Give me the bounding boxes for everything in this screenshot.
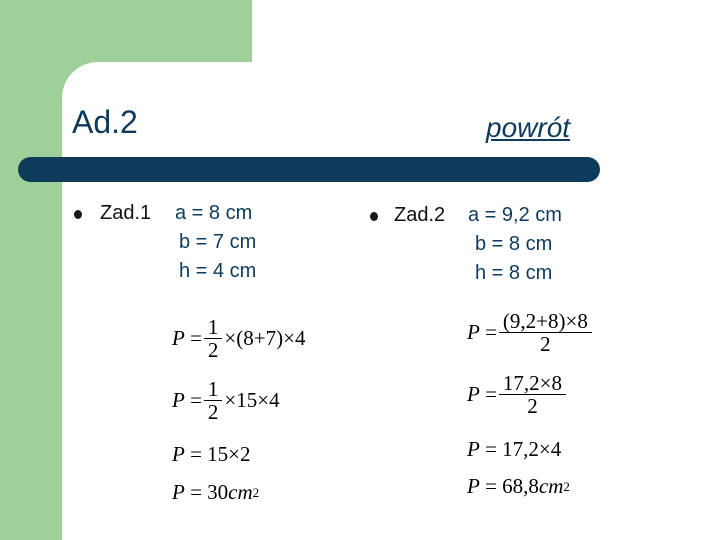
back-link[interactable]: powrót [486, 112, 571, 143]
task1-h: h = 4 cm [179, 260, 257, 282]
task2-formula-2: P = $\frac{17,2\times 8}{2}$ [467, 372, 568, 417]
task2-formula-1: P = $\frac{(9,2+8)\times 8}{2}$ [467, 310, 594, 355]
task2-b: b = 8 cm [475, 233, 553, 255]
slide-panel [62, 62, 720, 540]
task1-formula-1: P = $\frac{1}{2}$ ×(8+7)×4 [172, 315, 306, 362]
task2-formula-4: P = 68,8 cm 2 [467, 474, 570, 498]
bullet-icon [370, 212, 378, 221]
title-divider [18, 157, 600, 182]
slide-title: Ad.2 [72, 104, 138, 140]
task1-formula-2: P = $\frac{1}{2}$ ×15×4 [172, 377, 280, 424]
task2-h: h = 8 cm [475, 262, 553, 284]
task2-a: a = 9,2 cm [468, 204, 562, 226]
task1-formula-4: P = 30 cm 2 [172, 480, 260, 504]
task1-label: Zad.1 [100, 202, 152, 224]
task1-b: b = 7 cm [179, 231, 257, 253]
task1-a: a = 8 cm [175, 202, 253, 224]
task2-formula-3: P = 17,2×4 [467, 437, 562, 461]
bullet-icon [74, 210, 82, 219]
green-side-bar [0, 0, 62, 540]
task2-label: Zad.2 [394, 204, 446, 226]
task1-formula-3: P = 15×2 [172, 442, 251, 466]
